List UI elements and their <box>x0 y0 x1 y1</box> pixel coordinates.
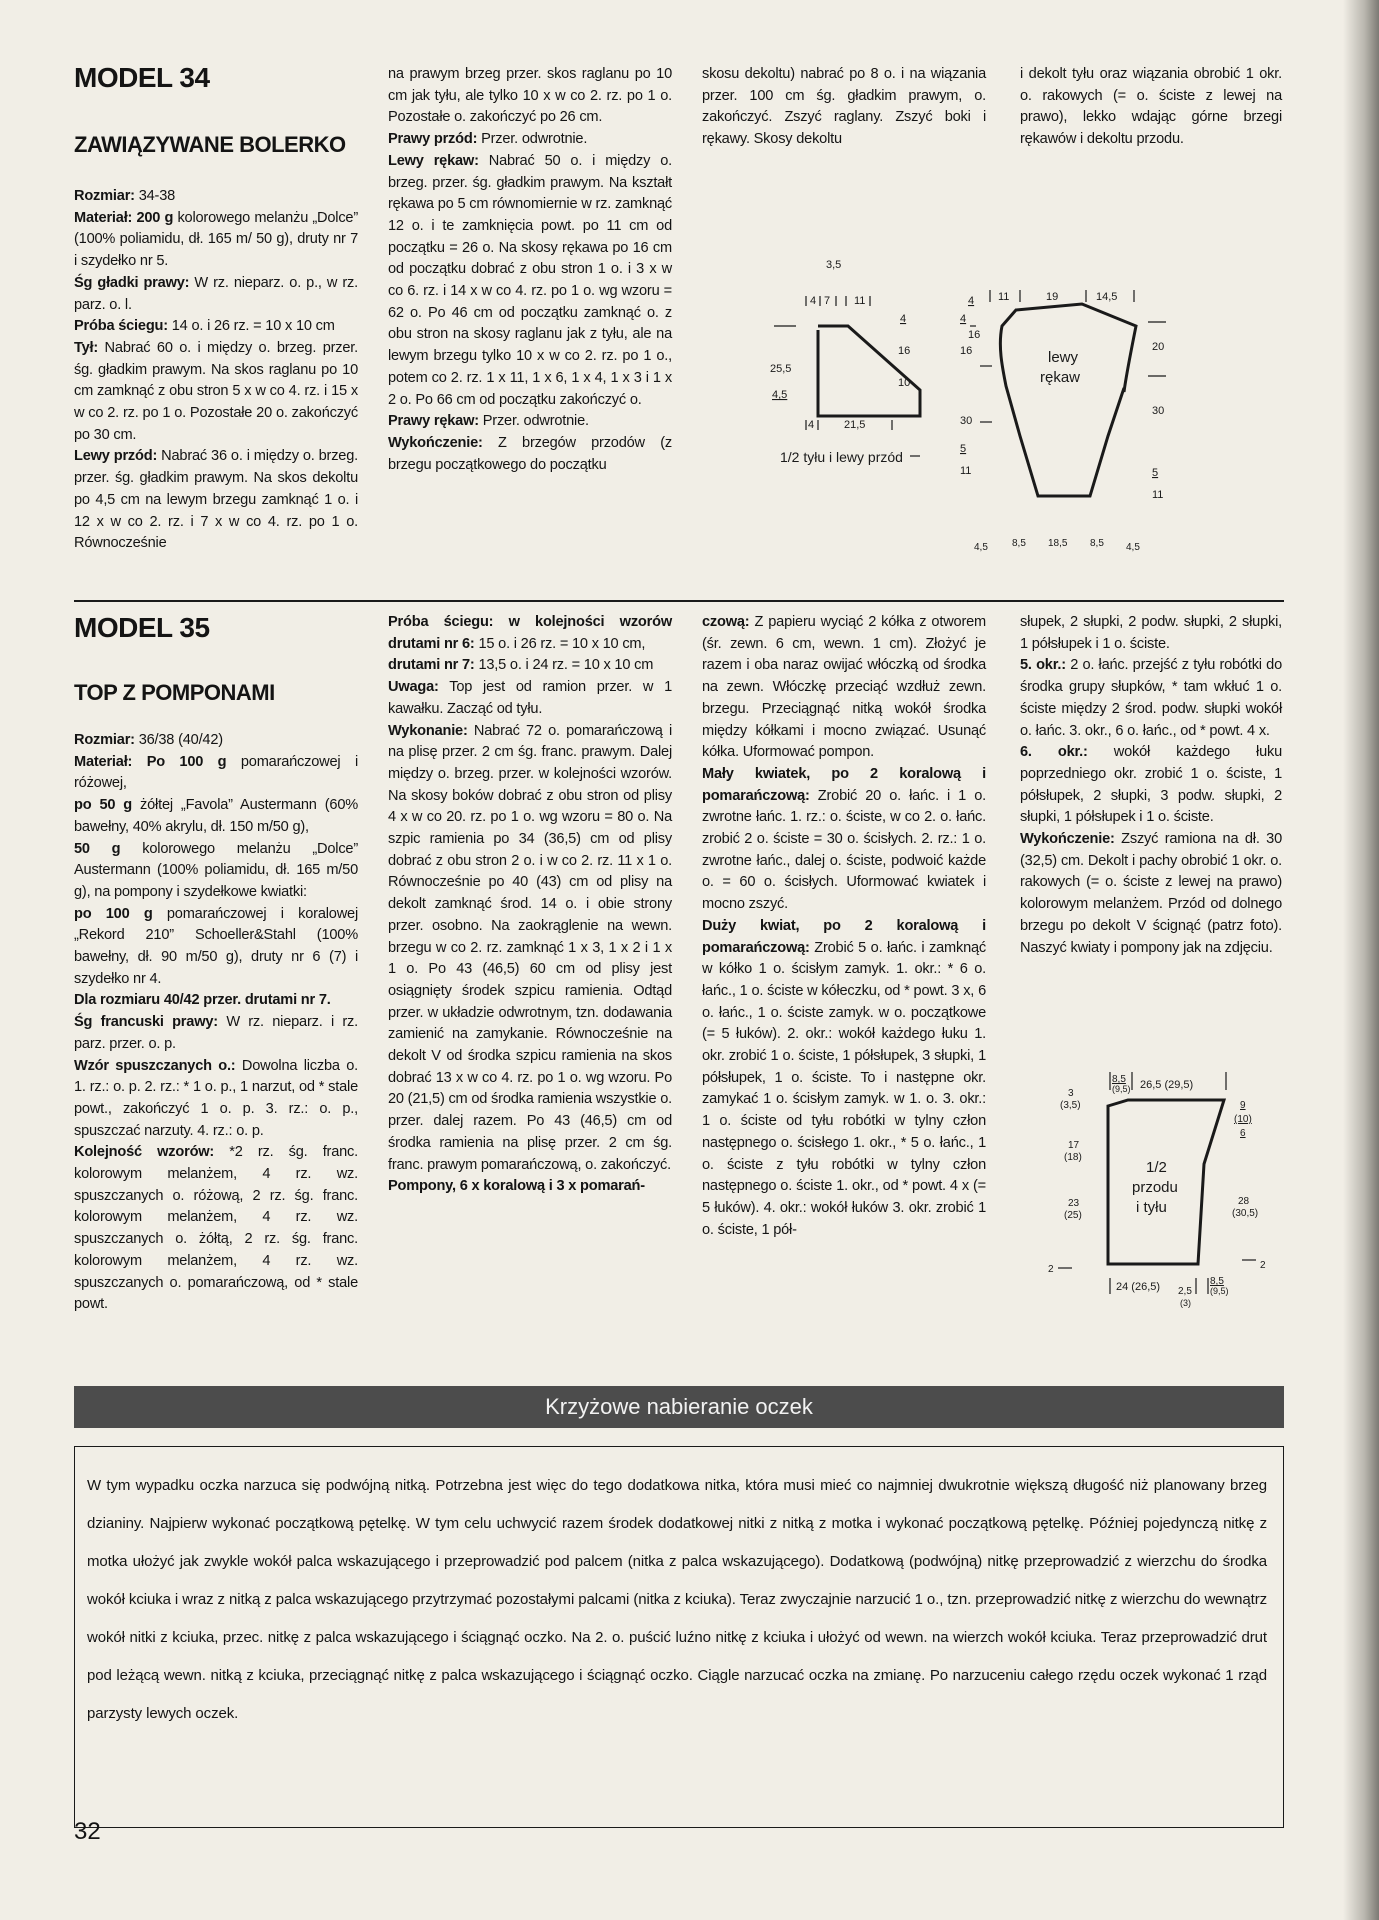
page-number: 32 <box>74 1818 101 1845</box>
model34-sleeve-schematic <box>968 276 1176 566</box>
instruction-paragraph <box>388 655 672 677</box>
dim-label: (30,5) <box>1232 1208 1259 1219</box>
instruction-paragraph <box>702 916 986 1242</box>
instruction-label: 5. okr.: <box>1020 657 1066 674</box>
instruction-paragraph <box>1020 612 1282 655</box>
instruction-text: *2 rz. śg. franc. kolorowym melanżem, 4 rz. wz. spuszczanych o. różową, 2 rz. śg. franc. kolorowym melanżem, 4 rz. wz. spuszczanych o. żółtą, 2 rz. śg. franc. kolorowym melanżem, 4 rz. wz. spuszczanych o. pomarańczową, od * stale powt. <box>74 1144 358 1313</box>
instruction-paragraph <box>74 990 358 1012</box>
dim-label: 17 <box>1068 1140 1080 1151</box>
dim-label: (18) <box>1064 1152 1082 1163</box>
instruction-text: Nabrać 36 o. i między o. brzeg. przer. śg. gładkim prawym. Na skos dekoltu po 4,5 cm na lewym brzegu zamknąć 1 o. i 12 x w co 2. rz. i 7 x w co 4. rz. po 1 o. Równocześnie <box>74 448 358 552</box>
model35-col2 <box>388 612 672 1198</box>
instruction-paragraph <box>388 721 672 1177</box>
instruction-label: 50 g <box>74 840 121 857</box>
instruction-text: kolorowego melanżu „Dolce” (100% poliamidu, dł. 165 m/ 50 g), druty nr 7 i szydełko nr 5. <box>74 209 359 270</box>
instruction-text: Zrobić 20 o. łańc. i 1 o. zwrotne łańc. 1. rz.: o. ściste, w co 2. o. łańc. zrobić 2 o. ściste = 30 o. ścisłych. 2. rz.: 1 o. zwrotne łańc., dalej o. ściste, podwoić każde o. = 60 o. ścisłych. Uformować kwiatek i mocno zszyć. <box>702 787 986 913</box>
schematic-label: przodu <box>1132 1179 1178 1196</box>
model34-col3 <box>702 64 986 151</box>
instruction-paragraph <box>1020 742 1282 829</box>
instruction-label: Wykończenie: <box>1020 831 1115 848</box>
instruction-label: Śg francuski prawy: <box>74 1014 218 1031</box>
dim-label: 11 <box>960 465 972 477</box>
dim-label: (3,5) <box>1060 1100 1081 1111</box>
dim-label: 11 <box>998 291 1010 303</box>
dim-label: 26,5 (29,5) <box>1140 1079 1194 1091</box>
technique-text: W tym wypadku oczka narzuca się podwójną nitką. Potrzebna jest więc do tego dodatkowa nitka, która musi mieć co najmniej dwukrotnie większą długość niż planowany brzeg dzianiny. Najpierw wykonać początkową pętelkę. W tym celu uchwycić razem środek dodatkowej nitki z nitką z motka i wykonać początkową pętelkę. Później pojedynczą nitkę z motka ułożyć jak zwykle wokół palca wskazującego i przeprowadzić pod palcem (nitka z palca wskazującego). Dodatkową (podwójną) nitkę przeprowadzić z wierzchu do środka wokół kciuka i wraz z nitką z palca wskazującego przytrzymać pozostałymi palcami (nitka z kciuka). Teraz zwyczajnie narzucić 1 o., tzn. przeprowadzić nitkę z wierzchu do wewnątrz wokół nitki z kciuka, przec. nitkę z palca wskazującego i ściągnąć oczko. Na 2. o. puścić luźno nitkę z kciuka i ułożyć od wewn. na wierzch wokół kciuka. Teraz przeprowadzić drut pod leżącą wewn. nitką z kciuka, przeciągnąć nitkę z palca wskazującego i ściągnąć oczko. Ciągle narzucać oczka na zmianę. Po narzuceniu całego rzędu oczek wykonać 1 rząd parzysty lewych oczek. <box>87 1477 1267 1722</box>
dim-label: 8,5 <box>1210 1276 1224 1287</box>
instruction-paragraph <box>74 1142 358 1316</box>
instruction-label: Dla rozmiaru 40/42 przer. drutami nr 7. <box>74 992 331 1009</box>
instruction-paragraph <box>388 433 672 476</box>
instruction-label: Duży kwiat, po 2 koralową i pomarańczową: <box>702 917 986 956</box>
dim-label: 30 <box>960 415 973 427</box>
instruction-paragraph <box>702 612 986 764</box>
instruction-paragraph <box>702 764 986 916</box>
instruction-label: Mały kwiatek, po 2 koralową i pomarańczową: <box>702 765 986 804</box>
instruction-text: W rz. nieparz. o. p., w rz. parz. o. l. <box>74 274 358 313</box>
dim-label: 3,5 <box>826 259 842 271</box>
instruction-text: pomarańczowej i koralowej „Rekord 210” Schoeller&Stahl (100% bawełny, dł. 90 m/50 g), druty nr 6 (7) i szydełko nr 4. <box>74 905 359 987</box>
instruction-label: Próba ściegu: w kolejności wzorów drutami nr 6: <box>388 614 672 652</box>
instruction-paragraph <box>388 151 672 411</box>
technique-infobox <box>74 1446 1284 1828</box>
dim-label: 24 (26,5) <box>1116 1281 1161 1293</box>
instruction-paragraph <box>388 677 672 720</box>
schematic-label: 1/2 <box>1146 1159 1167 1176</box>
instruction-label: po 100 g <box>74 905 153 922</box>
dim-label: (9,5) <box>1210 1286 1229 1296</box>
instruction-text: na prawym brzeg przer. skos raglanu po 10 cm jak tyłu, ale tylko 10 x w co 2. rz. po 1 o. Pozostałe o. zakończyć po 26 cm. <box>388 66 672 126</box>
instruction-paragraph <box>74 1012 358 1055</box>
instruction-paragraph <box>388 64 672 129</box>
instruction-paragraph <box>74 795 358 838</box>
instruction-label: Materiał: Po 100 g <box>74 753 227 770</box>
instruction-label: 6. okr.: <box>1020 744 1088 761</box>
instruction-label: Kolejność wzorów: <box>74 1144 215 1161</box>
instruction-label: Wykończenie: <box>388 434 483 451</box>
instruction-text: 15 o. i 26 rz. = 10 x 10 cm, <box>474 635 646 652</box>
dim-label: 30 <box>1152 405 1165 417</box>
dim-label: 4 <box>808 419 815 431</box>
instruction-label: drutami nr 7: <box>388 657 475 674</box>
model34-col1 <box>74 186 358 555</box>
dim-label: 2,5 <box>1178 1286 1192 1297</box>
instruction-paragraph <box>1020 829 1282 959</box>
dim-label: 5 <box>960 443 967 455</box>
instruction-paragraph <box>74 446 358 555</box>
dim-label: 3 <box>1068 1088 1074 1099</box>
instruction-label: Lewy przód: <box>74 448 158 465</box>
instruction-text: Zrobić 5 o. łańc. i zamknąć w kółko 1 o. ścisłym zamyk. 1. okr.: * 6 o. łańc., 1 o. ściste w kółeczku, od * powt. 3 x, 6 o. łańc., 1 o. ściste zamyk. w o. początkowe (= 5 łuków). 2. okr.: wokół każdego łuku 1. okr. zrobić 1 o. ściste, 1 półsłupek, 3 słupki, 1 półsłupek, 1 o. ściste. To i następne okr. zamykać 1 o. ścisłym zamyk. w 1. o. 3. okr.: 1 o. ściste od tyłu robótki w tylny człon następnego o. ścisłego 1. okr., * 5 o. łańc., 1 o. ściste z tyłu robótki w tylny człon następnego o. ściste 1. okr., od * powt. 4 x (= 5 łuków). 4. okr.: wokół łuków 3. okr. zrobić 1 o. ściste, 1 pół- <box>702 939 986 1238</box>
model34-title: MODEL 34 <box>74 62 210 93</box>
instruction-paragraph <box>74 208 358 273</box>
dim-label: 4 <box>810 295 817 307</box>
dim-label: 4,5 <box>974 542 988 553</box>
instruction-text: Nabrać 60 o. i między o. brzeg. przer. śg. gładkim prawym. Na skos raglanu po 10 cm zamknąć z obu stron 5 x w co 4. rz. i 15 x w co 2. rz. po 1 o. Pozostałe 20 o. zakończyć po 30 cm. <box>74 339 358 443</box>
instruction-paragraph <box>74 904 358 991</box>
model35-col1 <box>74 730 358 1316</box>
dim-label: 4,5 <box>1126 542 1140 553</box>
instruction-text: pomarańczowej i różowej, <box>74 753 358 792</box>
dim-label: 11 <box>1152 489 1164 501</box>
dim-label: 4 <box>968 295 975 307</box>
dim-label: 16 <box>898 345 911 357</box>
instruction-text: 14 o. i 26 rz. = 10 x 10 cm <box>167 318 335 335</box>
dim-label: 19 <box>1046 291 1059 303</box>
instruction-text: 13,5 o. i 24 rz. = 10 x 10 cm <box>474 657 654 674</box>
instruction-label: Lewy rękaw: <box>388 152 479 169</box>
sleeve-label: rękaw <box>1040 369 1081 386</box>
dim-label: 14,5 <box>1096 291 1118 303</box>
model35-subtitle: TOP Z POMPONAMI <box>74 680 275 705</box>
page-binding-shadow <box>1343 0 1379 1920</box>
section-divider <box>74 600 1284 602</box>
instruction-label: Rozmiar: <box>74 188 135 204</box>
dim-label: (10) <box>1234 1114 1252 1125</box>
dim-label: 2 <box>1048 1264 1054 1275</box>
instruction-text: żółtej „Favola” Austermann (60% bawełny, 40% akrylu, dł. 150 m/50 g), <box>74 797 359 835</box>
instruction-label: Próba ściegu: <box>74 318 168 335</box>
instruction-text: Z brzegów przodów (z brzegu początkowego do początku <box>388 434 672 473</box>
instruction-text: Przer. odwrotnie. <box>478 413 589 430</box>
dim-label: 18,5 <box>1048 538 1068 549</box>
instruction-paragraph <box>74 730 358 752</box>
instruction-text: wokół każdego łuku poprzedniego okr. zrobić 1 o. ściste, 1 półsłupek, 2 słupki, 3 podw. słupki, 2 słupki, 1 półsłupek i 1 o. ściste. <box>1020 744 1283 826</box>
dim-label: 23 <box>1068 1198 1080 1209</box>
instruction-text: Z papieru wyciąć 2 kółka z otworem (śr. zewn. 6 cm, wewn. 1 cm). Złożyć je razem i oba naraz owijać włóczką od środka na zewn. Włóczkę przeciąć wzdłuż zewn. brzegu. Przeciągnąć nitką wokół środka między kółkami i mocno związać. Usunąć kółka. Uformować pompon. <box>702 614 986 761</box>
dim-label: 5 <box>1152 467 1159 479</box>
dim-label: (3) <box>1180 1298 1191 1308</box>
dim-label: 21,5 <box>844 419 866 431</box>
instruction-paragraph <box>388 612 672 655</box>
instruction-label: Materiał: 200 g <box>74 209 174 226</box>
model34-col3-text: skosu dekoltu) nabrać po 8 o. i na wiązania przer. 100 cm śg. gładkim prawym, o. zakończyć. Zszyć raglany. Zszyć boki i rękawy. Skosy dekoltu <box>702 66 986 148</box>
dim-label: 8,5 <box>1012 538 1026 549</box>
instruction-label: po 50 g <box>74 797 133 814</box>
instruction-label: Wzór spuszczanych o.: <box>74 1057 236 1074</box>
instruction-text: 2 o. łańc. przejść z tyłu robótki do środka grupy słupków, * tam wkłuć 1 o. ściste między 2 środ. podw. słupki wokół o. łańc. 3. okr., 6 o. łańc., od * powt. 4 x. <box>1020 657 1282 739</box>
model35-col3 <box>702 612 986 1241</box>
instruction-paragraph <box>388 129 672 151</box>
dim-label: (9,5) <box>1112 1084 1131 1094</box>
dim-label: 16 <box>968 329 981 341</box>
model35-col4 <box>1020 612 1282 959</box>
instruction-paragraph <box>74 316 358 338</box>
instruction-paragraph <box>388 1176 672 1198</box>
instruction-paragraph <box>388 411 672 433</box>
instruction-text: 34-38 <box>134 188 176 204</box>
dim-label: 16 <box>960 345 973 357</box>
instruction-paragraph <box>74 1056 358 1143</box>
instruction-paragraph <box>74 186 358 208</box>
instruction-label: Pompony, 6 x koralową i 3 x pomarań- <box>388 1178 645 1195</box>
model35-front-back-schematic <box>1028 1064 1268 1324</box>
dim-label: 7 <box>824 295 831 307</box>
instruction-text: Nabrać 50 o. i między o. brzeg. przer. śg. gładkim prawym. Na kształt rękawa po 5 cm równomiernie w rz. zamknąć 12 o. i te zamknięcia powt. po 11 cm od początku = 26 o. Na skosy rękawa po 16 cm od początku dobrać z obu stron 1 o. i 3 x w co 6. rz. i 14 x w co 4. rz. po 1 o. wg wzoru = 62 o. Po 46 cm od początku zamknąć o. z obu stron na skosy raglanu jak z tyłu, ale na lewym brzegu tylko 10 x w co 2. rz. po 1 o., potem co 2. rz. 1 x 11, 1 x 6, 1 x 4, 1 x 3 i 1 x 2 o. Po 66 cm od początku zakończyć o. <box>388 152 672 408</box>
instruction-text: Zszyć ramiona na dł. 30 (32,5) cm. Dekolt i pachy obrobić 1 okr. o. rakowych (= o. ściste z lewej na prawo) kolorowym melanżem. Przód od dolnego brzegu po dekolt V ścignąć (patrz foto). Naszyć kwiaty i pompony jak na zdjęciu. <box>1020 831 1282 956</box>
instruction-label: Prawy rękaw: <box>388 413 479 430</box>
model34-back-front-schematic <box>770 246 980 476</box>
dim-label: 6 <box>1240 1128 1246 1139</box>
dim-label: 8,5 <box>1112 1074 1126 1085</box>
instruction-paragraph <box>74 273 358 316</box>
instruction-text: Nabrać 72 o. pomarańczową i na plisę przer. 2 cm śg. franc. prawym. Dalej między o. brzeg. przer. w kolejności wzorów. Na skosy boków dobrać z obu stron od plisy 4 x w co 20. rz. po 1 o. wg wzoru = 80 o. Na szpic ramienia po 34 (36,5) cm od plisy dobrać z obu stron 2 o. i w co 2. rz. 11 x 1 o. Równocześnie po 40 (43) cm od plisy na dekolt zamknąć środ. 14 o. i obie strony przer. osobno. Na zaokrąglenie na wewn. brzegu w co 2. rz. zamknąć 1 x 3, 1 x 2 i 1 x 1 o. Po 43 (46,5) 60 cm od plisy jest osiągnięty środek szpicu ramienia. Odtąd przer. w układzie odwrotnym, tzn. dodawania zamienić na zamykanie. Równocześnie na dekolt V od środka szpicu ramienia na skos dobrać 13 x w co 4. rz. po 1 o. wg wzoru. Po 20 (21,5) cm od środka ramienia wszystkie o. przer. dalej razem. Po 43 (46,5) cm od środka ramienia na plisę przer. 2 cm śg. franc. prawym pomarańczową, o. zakończyć. <box>388 722 673 1173</box>
schematic-caption: 1/2 tyłu i lewy przód <box>780 449 903 465</box>
dim-label: 25,5 <box>770 363 792 375</box>
dim-label: 9 <box>1240 1100 1246 1111</box>
model34-subtitle: ZAWIĄZYWANE BOLERKO <box>74 132 346 157</box>
instruction-label: Rozmiar: <box>74 732 135 748</box>
instruction-text: Top jest od ramion przer. w 1 kawałku. Zacząć od tyłu. <box>388 679 672 717</box>
dim-label: 20 <box>1152 341 1165 353</box>
instruction-label: Prawy przód: <box>388 131 478 148</box>
dim-label: 4 <box>900 313 907 325</box>
dim-label: 4,5 <box>772 389 788 401</box>
model34-col4-text: i dekolt tyłu oraz wiązania obrobić 1 okr. o. rakowych (= o. ściste z lewej na prawo), lekko wdając górne brzegi rękawów i dekoltu przodu. <box>1020 66 1282 148</box>
instruction-paragraph <box>1020 655 1282 742</box>
model35-title: MODEL 35 <box>74 612 210 643</box>
instruction-paragraph <box>74 752 358 795</box>
dim-label: 28 <box>1238 1196 1250 1207</box>
instruction-label: czową: <box>702 614 750 630</box>
instruction-label: Uwaga: <box>388 679 439 696</box>
schematic-label: i tyłu <box>1136 1199 1167 1216</box>
instruction-text: Dowolna liczba o. 1. rz.: o. p. 2. rz.: * 1 o. p., 1 narzut, od * stale powt., zakończyć 1 o. p. 3. rz.: o. p., spuszczać narzuty. 4. rz.: o. p. <box>74 1057 358 1139</box>
instruction-text: Przer. odwrotnie. <box>477 131 588 148</box>
instruction-text: 36/38 (40/42) <box>134 732 223 748</box>
instruction-text: W rz. nieparz. i rz. parz. przer. o. p. <box>74 1014 358 1052</box>
dim-label: (25) <box>1064 1210 1082 1221</box>
dim-label: 8,5 <box>1090 538 1104 549</box>
instruction-paragraph <box>74 338 358 447</box>
dim-label: 2 <box>1260 1260 1266 1271</box>
model34-col4 <box>1020 64 1282 151</box>
instruction-text: kolorowego melanżu „Dolce” Austermann (100% poliamidu, dł. 165 m/50 g), na pompony i szydełkowe kwiatki: <box>74 840 358 900</box>
instruction-label: Wykonanie: <box>388 722 468 739</box>
instruction-text: słupek, 2 słupki, 2 podw. słupki, 2 słupki, 1 półsłupek i 1 o. ściste. <box>1020 614 1282 652</box>
model34-col2 <box>388 64 672 476</box>
dim-label: 4 <box>960 313 967 325</box>
dim-label: 11 <box>854 295 866 307</box>
instruction-paragraph <box>74 839 358 904</box>
dim-label: 10 <box>898 377 911 389</box>
sleeve-label: lewy <box>1048 349 1079 366</box>
instruction-label: Tył: <box>74 339 99 356</box>
technique-banner: Krzyżowe nabieranie oczek <box>74 1386 1284 1428</box>
instruction-label: Śg gładki prawy: <box>74 274 190 291</box>
